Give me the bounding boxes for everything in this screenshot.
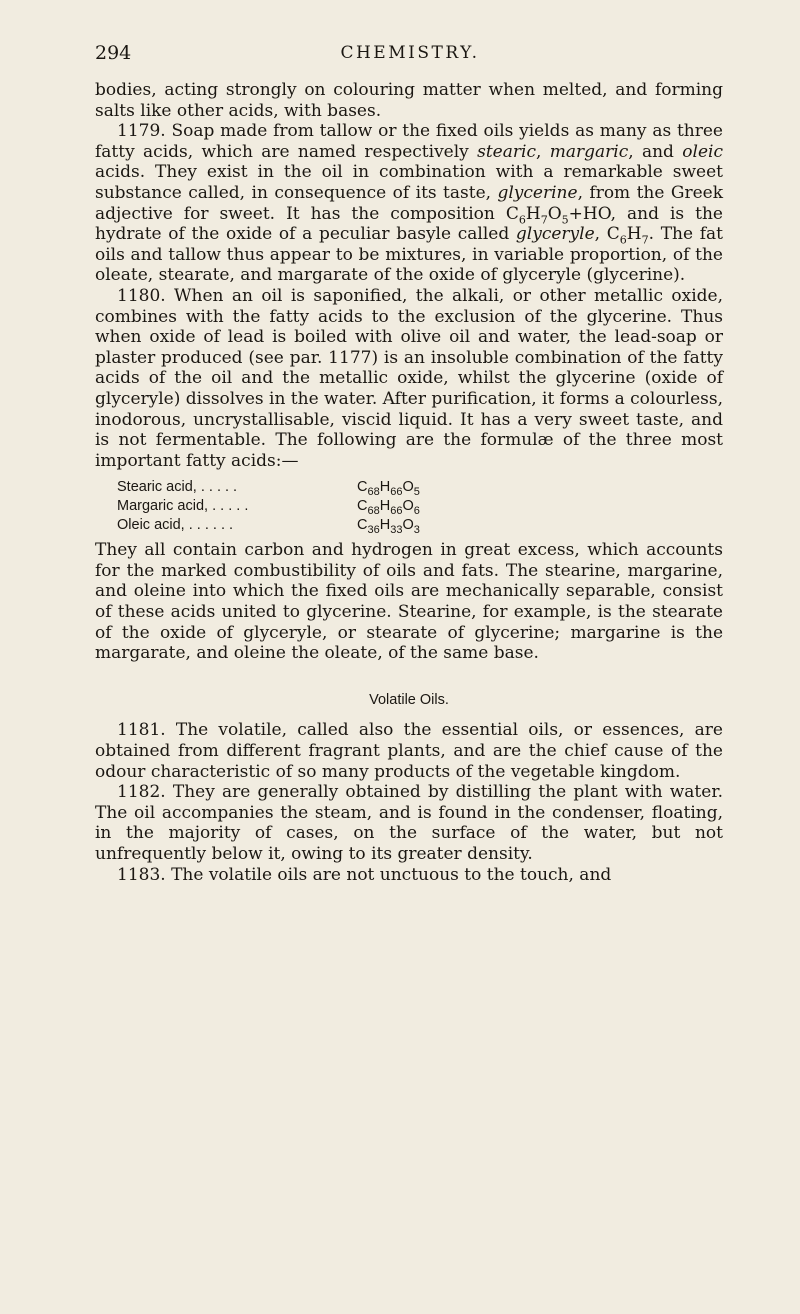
term-oleic: oleic bbox=[682, 141, 723, 162]
formula-value: $C_{68}H_{66}O_5$ bbox=[357, 479, 420, 499]
page-header bbox=[95, 42, 725, 72]
term-glyceryle: glyceryle bbox=[515, 224, 595, 245]
formula-name: Stearic acid, . . . . . bbox=[117, 479, 238, 496]
formula-row bbox=[117, 516, 723, 535]
formula-glyceryle: $C_6H_7$ bbox=[606, 224, 649, 247]
paragraph-1182: 1182. They are generally obtained by distilling the plant with water. The oil accompanies the steam, and is found in the condenser, floating, in the majority of cases, on the surface of the water, but not unfrequently below it, owing to its greater density. bbox=[95, 782, 723, 864]
text-run: , bbox=[594, 224, 607, 245]
text-run: acids. They exist in the oil in combination with a remarkable sweet substance called, in consequence of its taste, bbox=[95, 162, 723, 203]
paragraph-1179 bbox=[95, 121, 723, 286]
formula-table bbox=[95, 478, 723, 535]
paragraph-1180: 1180. When an oil is saponified, the alkali, or other metallic oxide, combines with the fatty acids to the exclusion of the glycerine. Thus when oxide of lead is boiled with olive oil and water, the lead-soap or plaster produced (see par. 1177) is an insoluble combination of the fatty acids of the oil and the metallic oxide, whilst the glycerine (oxide of glyceryle) dissolves in the water. After purification, it forms a colourless, inodorous, uncrystallisable, viscid liquid. It has a very sweet taste, and is not fermentable. The following are the formulæ of the three most important fatty acids:— bbox=[95, 285, 723, 471]
page-number: 294 bbox=[95, 42, 132, 64]
term-glycerine: glycerine bbox=[497, 182, 578, 203]
text-run: 1179. Soap made from tallow or the fixed oils yields as many as three fatty acids, which are named respectively bbox=[95, 121, 723, 162]
paragraph-continuation: bodies, acting strongly on colouring matter when melted, and forming salts like other acids, with bases. bbox=[95, 80, 723, 121]
text-run: . The fat oils and tallow thus appear to be mixtures, in variable proportion, of the oleate, stearate, and margarate of the oxide of glyceryle (glycerine). bbox=[95, 224, 724, 286]
formula-row bbox=[117, 497, 723, 516]
formula-glycerine: $C_6H_7O_5+HO$ bbox=[505, 203, 611, 226]
formula-row bbox=[117, 478, 723, 497]
text-run: , bbox=[535, 141, 550, 162]
term-stearic: stearic bbox=[477, 141, 536, 162]
formula-value: $C_{68}H_{66}O_6$ bbox=[357, 498, 420, 518]
running-title: CHEMISTRY. bbox=[340, 43, 480, 63]
paragraph-1183: 1183. The volatile oils are not unctuous to the touch, and bbox=[117, 864, 612, 885]
formula-value: $C_{36}H_{33}O_3$ bbox=[357, 517, 420, 537]
paragraph-fatty-acids: They all contain carbon and hydrogen in great excess, which accounts for the marked combustibility of oils and fats. The stearine, margarine, and oleine into which the fixed oils are mechanically separable, consist of these acids united to glycerine. Stearine, for example, is the stearate of the oxide of glyceryle, or stearate of glycerine; margarine is the margarate, and oleine the oleate, of the same base. bbox=[95, 540, 723, 664]
term-margaric: margaric bbox=[549, 141, 629, 162]
text-run: , from the Greek adjective for sweet. It has the composition bbox=[95, 182, 724, 224]
section-heading: Volatile Oils. bbox=[369, 691, 449, 708]
formula-name: Margaric acid, . . . . . bbox=[117, 498, 249, 515]
paragraph-1181: 1181. The volatile, called also the essential oils, or essences, are obtained from different fragrant plants, and are the chief cause of the odour characteristic of so many products of the vegetable kingdom. bbox=[95, 720, 723, 782]
page-body bbox=[95, 80, 723, 885]
text-run: , and is the hydrate of the oxide of a peculiar basyle called bbox=[95, 203, 723, 245]
text-run: , and bbox=[628, 141, 683, 162]
formula-name: Oleic acid, . . . . . . bbox=[117, 517, 234, 534]
